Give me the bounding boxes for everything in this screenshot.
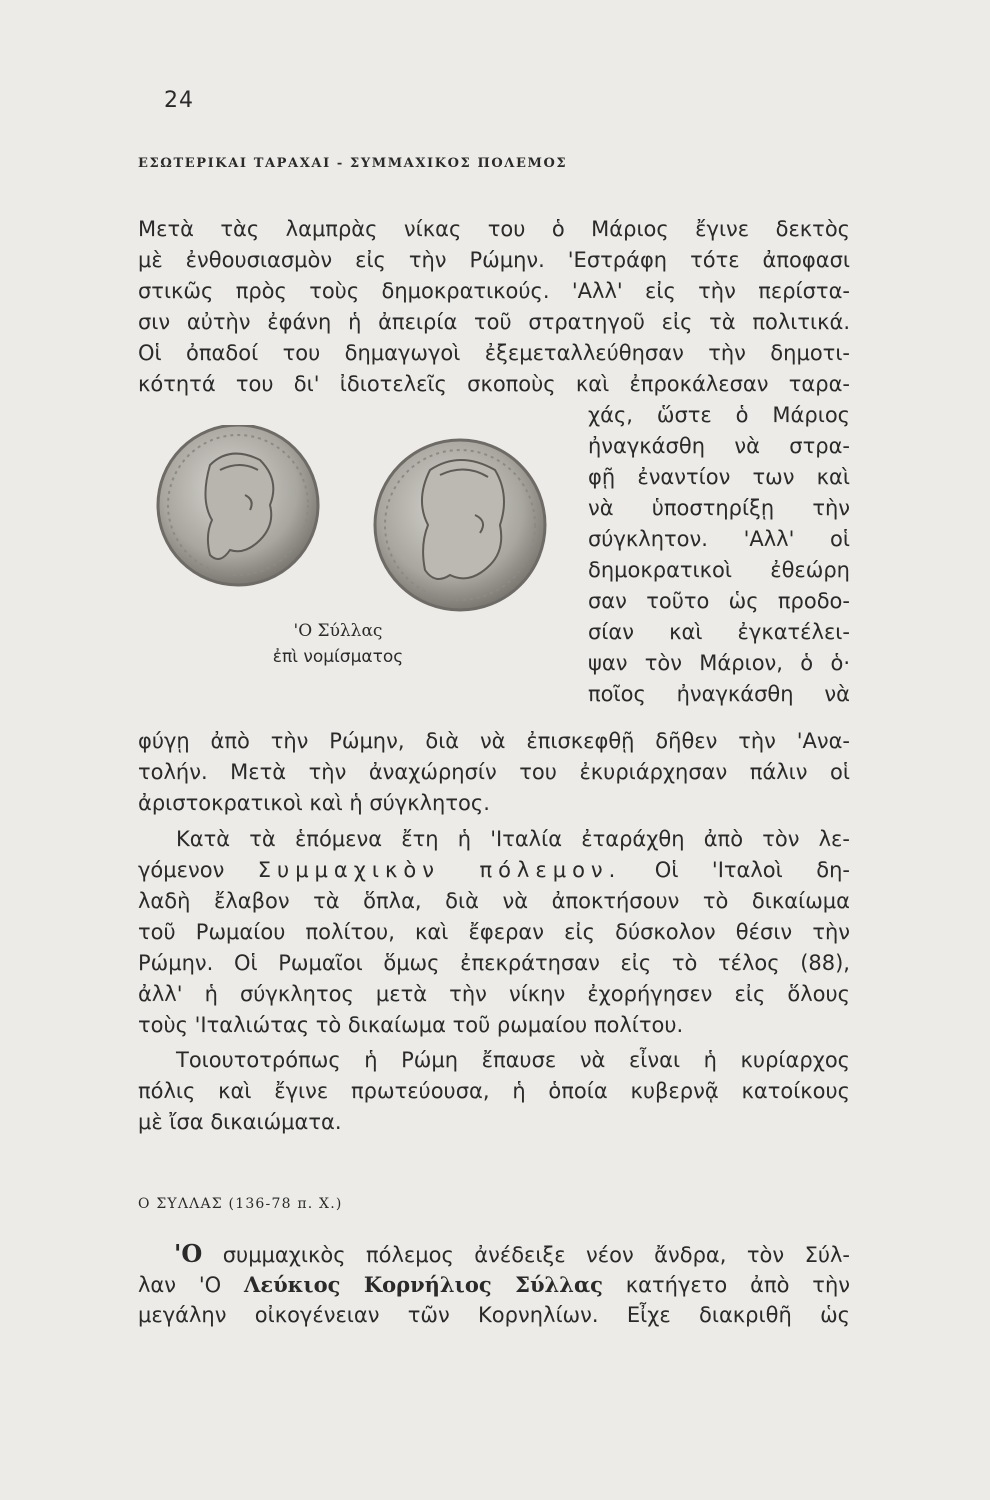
- text-line: ἀριστοκρατικοὶ καὶ ἡ σύγκλητος.: [138, 791, 490, 815]
- text-line: μεγάλην οἰκογένειαν τῶν Κορνηλίων. Εἶχε διακριθῆ ὡς: [138, 1303, 850, 1327]
- text-line: [138, 855, 850, 886]
- coin-left: [158, 425, 318, 585]
- text-segment: Οἱ 'Ιταλοὶ δη-: [621, 858, 850, 882]
- caption-title: 'Ο Σύλλας: [293, 621, 383, 641]
- paragraph-1-tail: [138, 726, 850, 819]
- text-line: πόλις καὶ ἔγινε πρωτεύουσα, ἡ ὁποία κυβερνᾷ κατοίκους: [138, 1079, 850, 1103]
- text-line: σίαν καὶ ἐγκατέλει-: [588, 620, 850, 644]
- text-line: τοῦ Ρωμαίου πολίτου, καὶ ἔφεραν εἰς δύσκολον θέσιν τὴν: [138, 920, 850, 944]
- paragraph-4: [138, 1238, 850, 1331]
- text-line: μὲ ἴσα δικαιώματα.: [138, 1110, 342, 1134]
- paragraph-1: [138, 214, 850, 400]
- drop-cap: 'Ο: [174, 1239, 203, 1268]
- text-line: στικῶς πρὸς τοὺς δημοκρατικούς. 'Αλλ' εἰς τὴν περίστα-: [138, 279, 850, 303]
- text-line: φύγῃ ἀπὸ τὴν Ρώμην, διὰ νὰ ἐπισκεφθῇ δῆθεν τὴν 'Ανα-: [138, 729, 850, 753]
- paragraph-3: [138, 1045, 850, 1138]
- figure-caption: [238, 618, 438, 670]
- text-segment: λαν 'Ο: [138, 1273, 245, 1297]
- text-line: ἠναγκάσθη νὰ στρα-: [588, 434, 850, 458]
- text-line: ἀλλ' ἡ σύγκλητος μετὰ τὴν νίκην ἐχορήγησεν εἰς ὅλους: [138, 982, 850, 1006]
- bold-name: Λεύκιος Κορνήλιος Σύλλας: [244, 1272, 603, 1297]
- text-line: Οἱ ὀπαδοί του δημαγωγοὶ ἐξεμεταλλεύθησαν τὴν δημοτι-: [138, 341, 850, 365]
- text-line: Μετὰ τὰς λαμπρὰς νίκας του ὁ Μάριος ἔγινε δεκτὸς: [138, 217, 850, 241]
- running-head: ΕΣΩΤΕΡΙΚΑΙ ΤΑΡΑΧΑΙ - ΣΥΜΜΑΧΙΚΟΣ ΠΟΛΕΜΟΣ: [138, 156, 568, 171]
- section-heading: Ο ΣΥΛΛΑΣ (136-78 π. Χ.): [138, 1196, 343, 1212]
- text-line: Τοιουτοτρόπως ἡ Ρώμη ἔπαυσε νὰ εἶναι ἡ κυρίαρχος: [176, 1048, 850, 1072]
- text-segment: συμμαχικὸς πόλεμος ἀνέδειξε νέον ἄνδρα, τὸν Σύλ-: [202, 1243, 850, 1267]
- text-line: σύγκλητον. 'Αλλ' οἱ: [588, 527, 850, 551]
- text-line: [138, 1269, 850, 1300]
- paragraph-2: [138, 824, 850, 1041]
- text-line: κότητά του δι' ἰδιοτελεῖς σκοποὺς καὶ ἐπροκάλεσαν ταρα-: [138, 372, 850, 396]
- text-line: ποῖος ἠναγκάσθη νὰ: [588, 682, 850, 706]
- page-number: 24: [164, 88, 194, 113]
- text-line: δημοκρατικοὶ ἐθεώρη: [588, 558, 850, 582]
- text-line: φῇ ἐναντίον των καὶ: [588, 465, 850, 489]
- text-line: σιν αὐτὴν ἐφάνη ἡ ἀπειρία τοῦ στρατηγοῦ εἰς τὰ πολιτικά.: [138, 310, 850, 334]
- text-line: σαν τοῦτο ὡς προδο-: [588, 589, 850, 613]
- text-line: Ρώμην. Οἱ Ρωμαῖοι ὅμως ἐπεκράτησαν εἰς τὸ τέλος (88),: [138, 951, 850, 975]
- text-line: μὲ ἐνθουσιασμὸν εἰς τὴν Ρώμην. 'Εστράφη τότε ἀποφασι: [138, 248, 850, 272]
- caption-subtitle: ἐπὶ νομίσματος: [272, 647, 404, 667]
- text-segment: γόμενον: [138, 858, 258, 882]
- coin-right: [375, 440, 545, 610]
- spaced-term: Συμμαχικὸν πόλεμον.: [257, 858, 622, 882]
- text-line: [138, 1238, 850, 1269]
- text-line: τοὺς 'Ιταλιώτας τὸ δικαίωμα τοῦ ρωμαίου πολίτου.: [138, 1013, 684, 1037]
- text-line: Κατὰ τὰ ἑπόμενα ἔτη ἡ 'Ιταλία ἐταράχθη ἀπὸ τὸν λε-: [176, 827, 850, 851]
- text-line: τολήν. Μετὰ τὴν ἀναχώρησίν του ἐκυριάρχησαν πάλιν οἱ: [138, 760, 850, 784]
- text-line: χάς, ὥστε ὁ Μάριος: [588, 403, 850, 427]
- paragraph-1-column: [588, 400, 850, 710]
- text-segment: κατήγετο ἀπὸ τὴν: [602, 1273, 850, 1297]
- text-line: λαδὴ ἔλαβον τὰ ὅπλα, διὰ νὰ ἀποκτήσουν τὸ δικαίωμα: [138, 889, 850, 913]
- text-line: ψαν τὸν Μάριον, ὁ ὁ·: [588, 651, 850, 675]
- text-line: νὰ ὑποστηρίξῃ τὴν: [588, 496, 850, 520]
